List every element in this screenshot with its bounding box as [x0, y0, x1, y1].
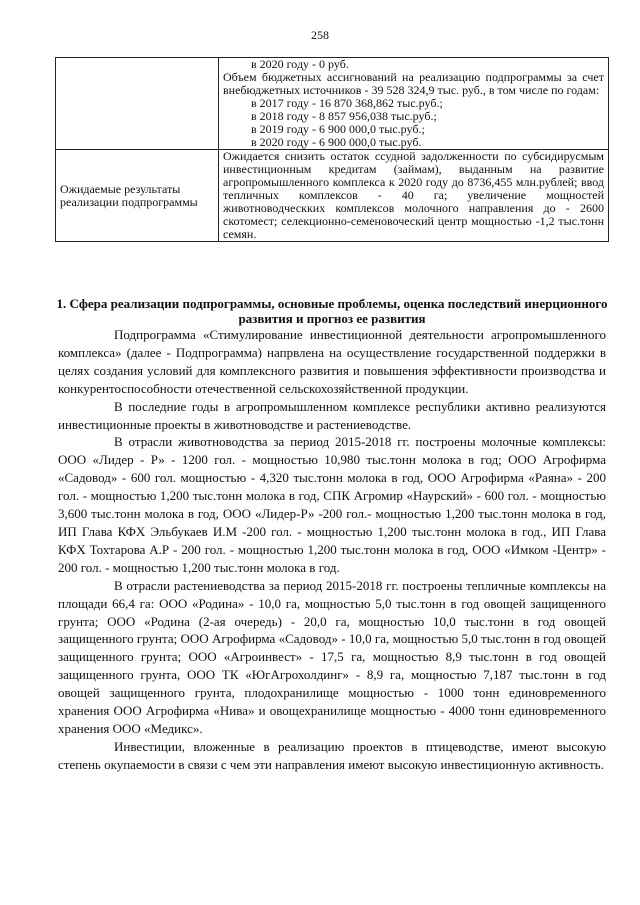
subprogram-passport-table [55, 57, 609, 242]
table-cell-left [56, 58, 219, 150]
table-row [56, 58, 609, 150]
paragraph: В отрасли растениеводства за период 2015-2018 гг. построены тепличные комплексы на площади 66,4 га: ООО «Родина» - 10,0 га, мощностью 5,0 тыс.тонн в год овощей защищенного грунта; ООО «Родина (2-ая очередь) - 20,0 га, мощностью 10,0 тыс.тонн в год овощей защищенного грунта; ООО Агрофирма «Садовод» - 10,0 га, мощностью 5,0 тыс.тонн в год овощей защищенного грунта; ООО «Агроинвест» - 17,5 га, мощностью 8,9 тыс.тонн в год овощей защищенного грунта, ООО ТК «ЮгАгрохолдинг» - 8,9 га, мощностью 7,187 тыс.тонн в год овощей защищенного грунта, плодохранилище мощностью - 1000 тонн единовременного хранения ООО Агрофирма «Нива» и овощехранилище мощностью - 4000 тонн единовременного хранения ООО «Медикс». [58, 577, 606, 736]
budget-line-2017: в 2017 году - 16 870 368,862 тыс.руб.; [251, 96, 443, 110]
table-row [56, 150, 609, 242]
expected-results-text [219, 150, 609, 242]
budget-extrabudget-total: Объем бюджетных ассигнований на реализацию подпрограммы за счет внебюджетных источников - 39 528 324,9 тыс. руб., в том числе по годам: [223, 70, 604, 97]
expected-results-label: Ожидаемые результаты реализации подпрограммы [56, 150, 219, 242]
expected-results-paragraph: Ожидается снизить остаток ссудной задолженности по субсидирусмым инвестиционным кредитам (займам), выданным на развитие агропромышленного комплекса к 2020 году до 8736,455 млн.рублей; ввод тепличных комплексов - 40 га; увеличение мощностей животноводческких комплексов молочного направления до - 2600 скотомест; селекционно-семеновоческий центр мощностью -1,2 тыс.тонн семян. [223, 149, 604, 241]
section-heading: 1. Сфера реализации подпрограммы, основные проблемы, оценка последствий инерционного развития и прогноз ее развития [56, 296, 608, 326]
body-text [58, 326, 606, 774]
paragraph: Подпрограмма «Стимулирование инвестиционной деятельности агропромышленного комплекса» (далее - Подпрограмма) напрвлена на осуществление государственной поддержки в целях создания условий для комплексного развития и повышения эффективности производства и конкурентоспособности отечественной сельскохозяйственной продукции. [58, 327, 606, 396]
page-number: 258 [311, 28, 329, 42]
budget-line-2018: в 2018 году - 8 857 956,038 тыс.руб.; [251, 109, 437, 123]
paragraph: В отрасли животноводства за период 2015-2018 гг. построены молочные комплексы: ООО «Лидер - Р» - 1200 гол. - мощностью 10,980 тыс.тонн молока в год; ООО Агрофирма «Садовод» - 600 гол. мощностью - 4,320 тыс.тонн молока в год, ООО Агрофирма «Раяна» - 200 гол. - мощностью 1,200 тыс.тонн молока в год, СПК Агромир «Наурский» - 600 гол. - мощностью 3,600 тыс.тонн молока в год, ООО «Лидер-Р» -200 гол.- мощностью 1,200 тыс.тонн молока в год, ИП Глава КФХ Эльбукаев И.М -200 гол. - мощностью 1,200 тыс.тонн молока в год., ИП Глава КФХ Тохтарова А.Р - 200 гол. - мощностью 1,200 тыс.тонн молока в год, ООО «Имком -Центр» - 200 гол. - мощностью 1,200 тыс.тонн молока в год. [58, 434, 606, 575]
budget-line-2019: в 2019 году - 6 900 000,0 тыс.руб.; [251, 122, 425, 136]
paragraph: В последние годы в агропромышленном комплексе республики активно реализуются инвестиционные проекты в животноводстве и растениеводстве. [58, 398, 606, 432]
budget-line-2020-extra: в 2020 году - 6 900 000,0 тыс.руб. [251, 135, 422, 149]
paragraph: Инвестиции, вложенные в реализацию проектов в птицеводстве, имеют высокую степень окупаемости в связи с чем эти направления имеют высокую инвестиционную активность. [58, 738, 606, 772]
budget-line-2020: в 2020 году - 0 руб. [251, 57, 349, 71]
table-cell-right [219, 58, 609, 150]
